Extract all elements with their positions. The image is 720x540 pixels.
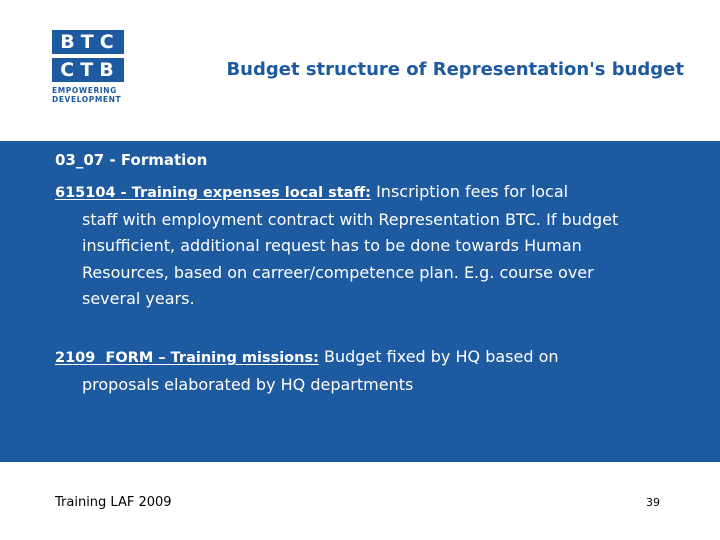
logo-btc-box: BTC <box>52 30 124 54</box>
logo-tagline-line2: DEVELOPMENT <box>52 95 122 104</box>
item-text: proposals elaborated by HQ departments <box>82 374 414 394</box>
item-text: Budget fixed by HQ based on <box>324 347 559 366</box>
logo-tagline-line1: EMPOWERING <box>52 86 117 95</box>
logo-tagline <box>52 86 124 104</box>
footer-label: Training LAF 2009 <box>55 495 172 510</box>
item-text: insufficient, additional request has to be done towards Human <box>82 236 582 255</box>
budget-code-label: 615104 - Training expenses local staff: <box>55 185 371 201</box>
item-text: Inscription fees for local <box>376 182 569 201</box>
logo-ctb-box: CTB <box>52 58 124 82</box>
budget-item-615104 <box>55 179 695 313</box>
item-text: several years. <box>82 289 195 308</box>
section-heading: 03_07 - Formation <box>55 151 208 169</box>
item-text: staff with employment contract with Representation BTC. If budget <box>82 209 619 229</box>
content-band <box>0 141 720 462</box>
slide-title: Budget structure of Representation's budget <box>226 59 684 80</box>
budget-code-label: 2109 FORM – Training missions: <box>55 350 319 366</box>
budget-item-2109 <box>55 344 695 398</box>
item-first-line <box>55 344 695 372</box>
item-first-line <box>55 179 695 207</box>
page-number: 39 <box>646 496 660 509</box>
item-text: Resources, based on carreer/competence plan. E.g. course over <box>82 262 594 282</box>
btc-logo <box>52 30 124 104</box>
